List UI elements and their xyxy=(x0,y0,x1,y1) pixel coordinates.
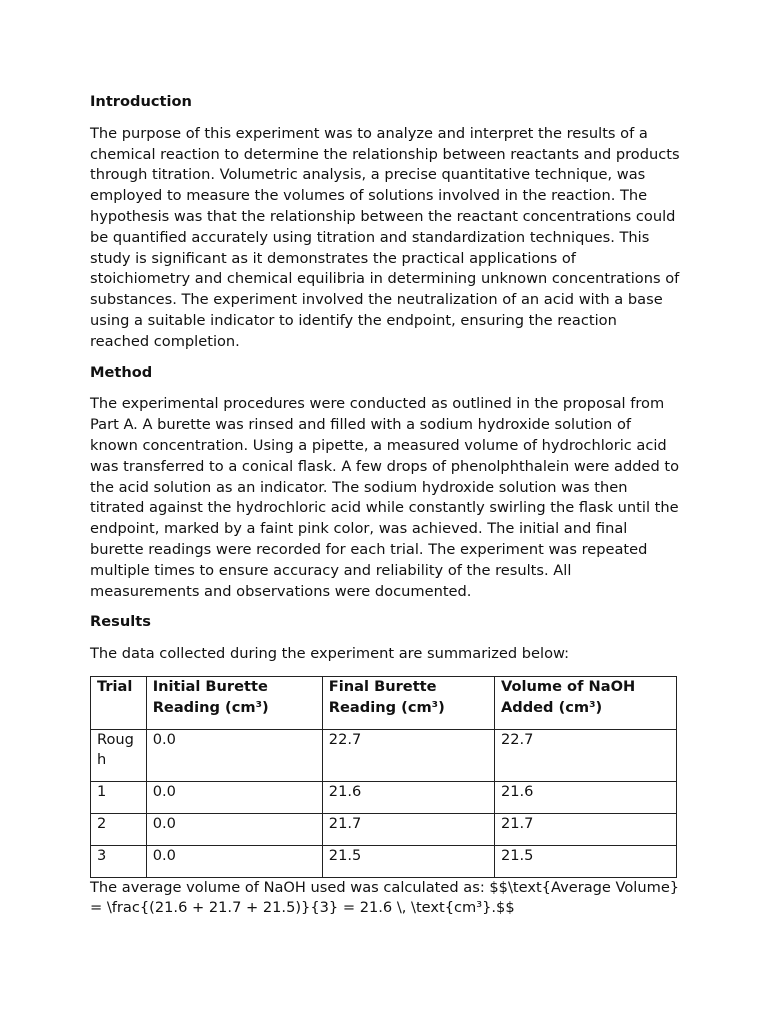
average-calculation: The average volume of NaOH used was calculated as: $$\text{Average Volume} = \frac{(21.6 + 21.7 + 21.5)}{3} = 21.6 \, \text{cm³}.$$ xyxy=(90,878,680,917)
introduction-body: The purpose of this experiment was to analyze and interpret the results of a chemical reaction to determine the relationship between reactants and products through titration. Volumetric analysis, a precise quantitative technique, was employed to measure the volumes of solutions involved in the reaction. The hypothesis was that the relationship between the reactant concentrations could be quantified accurately using titration and standardization techniques. This study is significant as it demonstrates the practical applications of stoichiometry and chemical equilibria in determining unknown concentrations of substances. The experiment involved the neutralization of an acid with a base using a suitable indicator to identify the endpoint, ensuring the reaction reached completion. xyxy=(90,124,680,350)
results-table xyxy=(90,676,677,878)
cell-trial: 3 xyxy=(91,845,147,877)
cell-volume: 21.5 xyxy=(494,845,676,877)
document-page xyxy=(90,92,680,919)
cell-initial: 0.0 xyxy=(146,813,322,845)
cell-final: 21.6 xyxy=(322,782,494,814)
cell-final: 21.5 xyxy=(322,845,494,877)
cell-trial: 2 xyxy=(91,813,147,845)
table-row xyxy=(91,729,677,782)
cell-initial: 0.0 xyxy=(146,845,322,877)
table-row xyxy=(91,782,677,814)
header-volume-added: Volume of NaOH Added (cm³) xyxy=(494,676,676,729)
table-header-row xyxy=(91,676,677,729)
method-heading: Method xyxy=(90,363,153,381)
header-final-reading: Final Burette Reading (cm³) xyxy=(322,676,494,729)
cell-volume: 21.7 xyxy=(494,813,676,845)
cell-final: 21.7 xyxy=(322,813,494,845)
cell-volume: 21.6 xyxy=(494,782,676,814)
cell-trial: 1 xyxy=(91,782,147,814)
cell-initial: 0.0 xyxy=(146,729,322,782)
header-initial-reading: Initial Burette Reading (cm³) xyxy=(146,676,322,729)
cell-trial: Rough xyxy=(91,729,147,782)
table-row xyxy=(91,813,677,845)
introduction-heading: Introduction xyxy=(90,93,192,110)
cell-volume: 22.7 xyxy=(494,729,676,782)
table-row xyxy=(91,845,677,877)
results-intro: The data collected during the experiment are summarized below: xyxy=(90,645,570,663)
cell-initial: 0.0 xyxy=(146,782,322,814)
cell-final: 22.7 xyxy=(322,729,494,782)
header-trial: Trial xyxy=(91,676,147,729)
results-heading: Results xyxy=(90,613,151,631)
method-body: The experimental procedures were conducted as outlined in the proposal from Part A. A burette was rinsed and filled with a sodium hydroxide solution of known concentration. Using a pipette, a measured volume of hydrochloric acid was transferred to a conical flask. A few drops of phenolphthalein were added to the acid solution as an indicator. The sodium hydroxide solution was then titrated against the hydrochloric acid while constantly swirling the flask until the endpoint, marked by a faint pink color, was achieved. The initial and final burette readings were recorded for each trial. The experiment was repeated multiple times to ensure accuracy and reliability of the results. All measurements and observations were documented. xyxy=(90,395,680,600)
